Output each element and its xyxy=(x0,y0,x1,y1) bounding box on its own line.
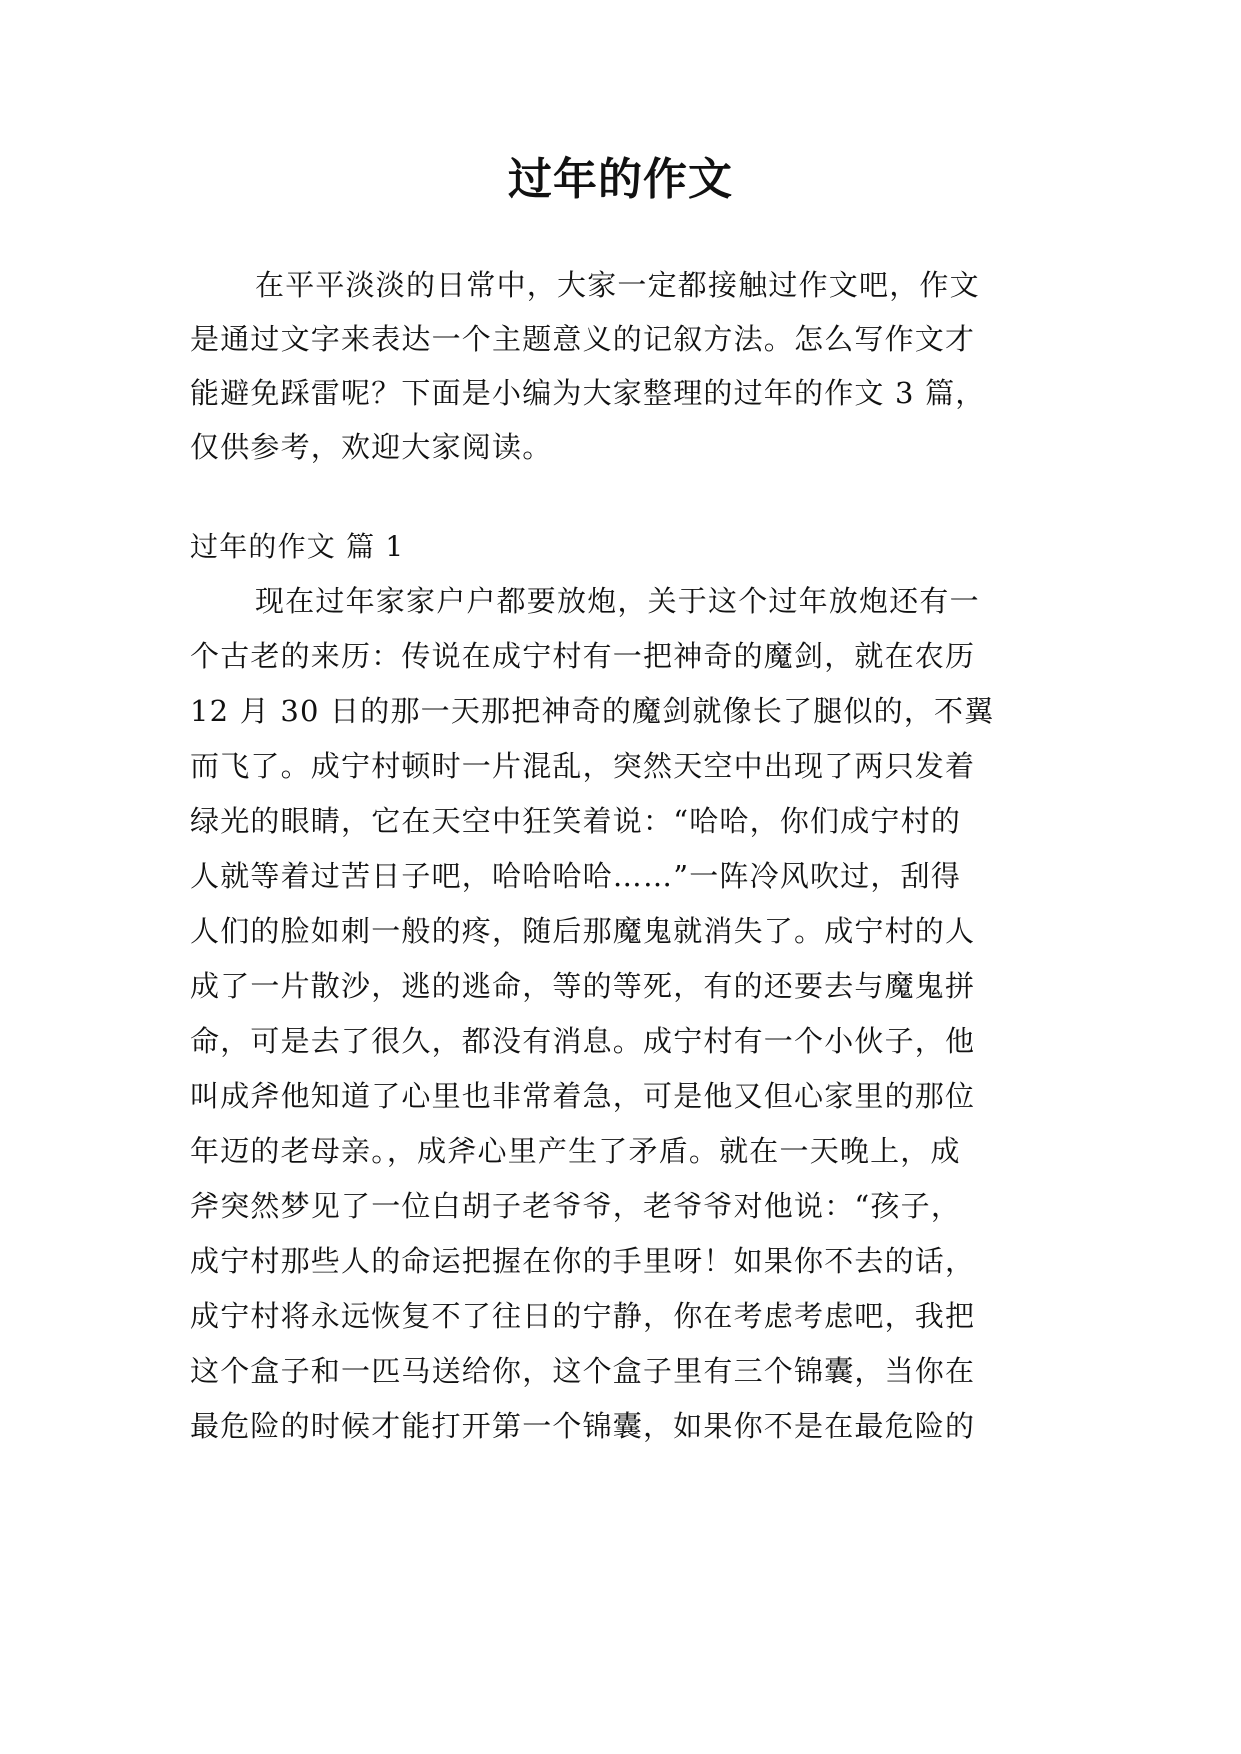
body-line: 叫成斧他知道了心里也非常着急，可是他又但心家里的那位 xyxy=(190,1079,976,1113)
body-line: 最危险的时候才能打开第一个锦囊，如果你不是在最危险的 xyxy=(190,1409,976,1443)
body-line: 斧突然梦见了一位白胡子老爷爷，老爷爷对他说：“孩子， xyxy=(190,1189,962,1223)
body-line: 年迈的老母亲。，成斧心里产生了矛盾。就在一天晚上，成 xyxy=(190,1134,961,1168)
body-line: 人就等着过苦日子吧，哈哈哈哈……”一阵冷风吹过，刮得 xyxy=(190,859,962,893)
intro-line: 在平平淡淡的日常中，大家一定都接触过作文吧，作文 xyxy=(255,268,980,302)
body-line: 命，可是去了很久，都没有消息。成宁村有一个小伙子，他 xyxy=(190,1024,976,1058)
intro-line: 是通过文字来表达一个主题意义的记叙方法。怎么写作文才 xyxy=(190,322,976,356)
body-line: 12 月 30 日的那一天那把神奇的魔剑就像长了腿似的，不翼 xyxy=(190,694,995,728)
body-line: 绿光的眼睛，它在天空中狂笑着说：“哈哈，你们成宁村的 xyxy=(190,804,962,838)
body-line: 成了一片散沙，逃的逃命，等的等死，有的还要去与魔鬼拼 xyxy=(190,969,976,1003)
intro-line: 仅供参考，欢迎大家阅读。 xyxy=(190,430,553,464)
body-line: 现在过年家家户户都要放炮，关于这个过年放炮还有一 xyxy=(255,584,980,618)
intro-line: 能避免踩雷呢？下面是小编为大家整理的过年的作文 3 篇， xyxy=(190,376,986,410)
body-line: 这个盒子和一匹马送给你，这个盒子里有三个锦囊，当你在 xyxy=(190,1354,976,1388)
body-line: 成宁村那些人的命运把握在你的手里呀！如果你不去的话， xyxy=(190,1244,976,1278)
body-line: 而飞了。成宁村顿时一片混乱，突然天空中出现了两只发着 xyxy=(190,749,976,783)
section-heading: 过年的作文 篇 1 xyxy=(190,530,405,563)
body-line: 个古老的来历：传说在成宁村有一把神奇的魔剑，就在农历 xyxy=(190,639,976,673)
document-title: 过年的作文 xyxy=(508,154,733,205)
body-line: 成宁村将永远恢复不了往日的宁静，你在考虑考虑吧，我把 xyxy=(190,1299,976,1333)
body-line: 人们的脸如刺一般的疼，随后那魔鬼就消失了。成宁村的人 xyxy=(190,914,976,948)
